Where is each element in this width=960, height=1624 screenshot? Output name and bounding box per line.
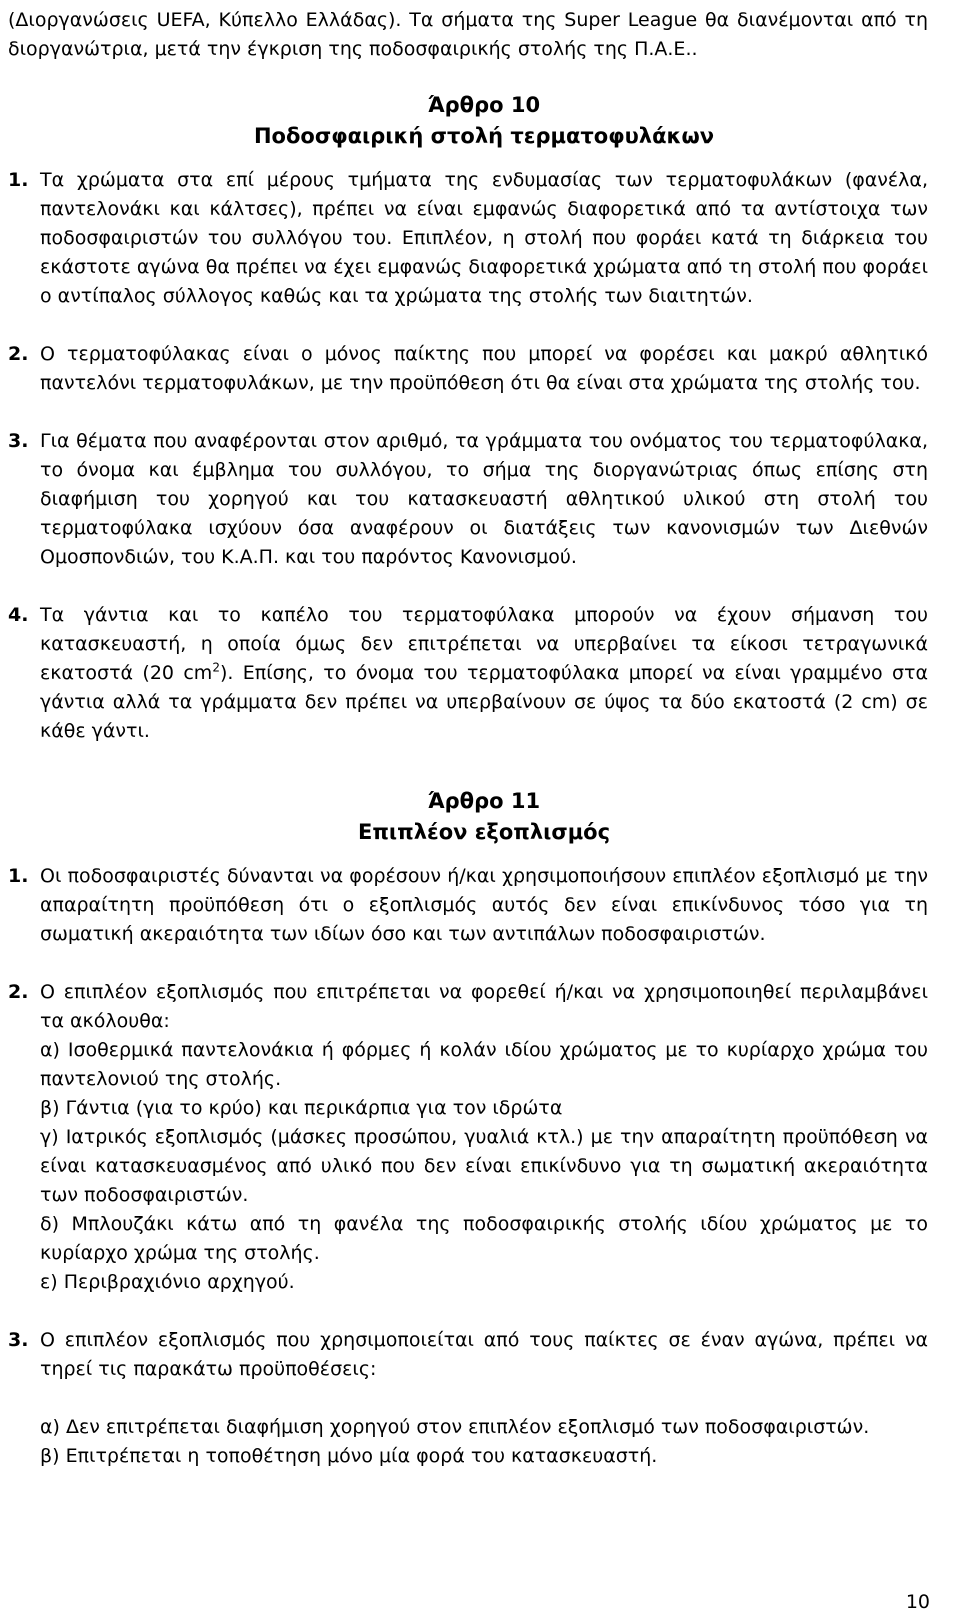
article-11-item-2 [8, 978, 928, 1297]
item-text: Για θέματα που αναφέρονται στον αριθμό, τα γράμματα του ονόματος του τερματοφύλακα, το όνομα και έμβλημα του συλλόγου, το σήμα της διοργανώτριας όπως επίσης στη διαφήμιση του χορηγού και του κατασκευαστή αθλητικού υλικού στη στολή του τερματοφύλακα ισχύουν όσα αναφέρουν οι διατάξεις των κανονισμών των Διεθνών Ομοσπονδιών, του Κ.Α.Π. και του παρόντος Κανονισμού. [40, 430, 928, 568]
item-text: Τα χρώματα στα επί μέρους τμήματα της ενδυμασίας των τερματοφυλάκων (φανέλα, παντελονάκι και κάλτσες), πρέπει να είναι εμφανώς διαφορετικά από τα αντίστοιχα των ποδοσφαιριστών του συλλόγου του. Επιπλέον, η στολή που φοράει κατά τη διάρκεια του εκάστοτε αγώνα θα πρέπει να έχει εμφανώς διαφορετικά χρώματα από τη στολή που φοράει ο αντίπαλος σύλλογος καθώς και τα χρώματα της στολής των διαιτητών. [40, 169, 928, 307]
sub-item-c: γ) Ιατρικός εξοπλισμός (μάσκες προσώπου, γυαλιά κτλ.) με την απαραίτητη προϋπόθεση να είναι κατασκευασμένος από υλικό που δεν είναι επικίνδυνο για τη σωματική ακεραιότητα των ποδοσφαιριστών. [40, 1126, 928, 1206]
item-text [40, 601, 928, 746]
document-page [8, 0, 929, 1471]
article-10-title: Ποδοσφαιρική στολή τερματοφυλάκων [253, 124, 714, 148]
sub-item-a: α) Δεν επιτρέπεται διαφήμιση χορηγού στον επιπλέον εξοπλισμό των ποδοσφαιριστών. [40, 1416, 870, 1438]
item-number: 1. [8, 169, 29, 191]
item-number: 3. [8, 430, 29, 452]
sub-item-b: β) Γάντια (για το κρύο) και περικάρπια για τον ιδρώτα [40, 1097, 563, 1119]
item-text: Ο τερματοφύλακας είναι ο μόνος παίκτης που μπορεί να φορέσει και μακρύ αθλητικό παντελόνι τερματοφυλάκων, με την προϋπόθεση ότι θα είναι στα χρώματα της στολής του. [40, 343, 928, 394]
sub-item-e: ε) Περιβραχιόνιο αρχηγού. [40, 1271, 295, 1293]
article-11-item-3 [8, 1326, 928, 1471]
item-text-part-2: ). Επίσης, το όνομα του τερματοφύλακα μπορεί να είναι γραμμένο στα γάντια αλλά τα γράμματα δεν πρέπει να υπερβαίνουν σε ύψος τα δύο εκατοστά (2 cm) σε κάθε γάντι. [40, 662, 929, 742]
sub-item-b: β) Επιτρέπεται η τοποθέτηση μόνο μία φορά του κατασκευαστή. [40, 1445, 658, 1467]
item-number: 2. [8, 343, 29, 365]
item-number: 1. [8, 865, 29, 887]
article-11-item-1 [8, 862, 928, 949]
article-11-title: Επιπλέον εξοπλισμός [357, 820, 611, 844]
article-10-item-1 [8, 166, 928, 311]
item-number: 2. [8, 981, 29, 1003]
sub-item-a: α) Ισοθερμικά παντελονάκια ή φόρμες ή κολάν ιδίου χρώματος με το κυρίαρχο χρώμα του παντελονιού της στολής. [40, 1039, 928, 1090]
item-number: 3. [8, 1329, 29, 1351]
article-10-item-2 [8, 340, 928, 398]
page-number: 10 [905, 1591, 930, 1613]
item-text: Οι ποδοσφαιριστές δύνανται να φορέσουν ή/και χρησιμοποιήσουν επιπλέον εξοπλισμό με την απαραίτητη προϋπόθεση ότι ο εξοπλισμός αυτός δεν είναι επικίνδυνος τόσο για τη σωματική ακεραιότητα των ιδίων όσο και των αντιπάλων ποδοσφαιριστών. [40, 865, 928, 945]
article-10-number: Άρθρο 10 [427, 93, 541, 117]
item-lead: Ο επιπλέον εξοπλισμός που χρησιμοποιείται από τους παίκτες σε έναν αγώνα, πρέπει να τηρεί τις παρακάτω προϋποθέσεις: [40, 1329, 928, 1380]
superscript: 2 [212, 660, 220, 675]
sub-item-d: δ) Μπλουζάκι κάτω από τη φανέλα της ποδοσφαιρικής στολής ιδίου χρώματος με το κυρίαρχο χρώμα της στολής. [40, 1213, 928, 1264]
item-text-part-1: Τα γάντια και το καπέλο του τερματοφύλακα μπορούν να έχουν σήμανση του κατασκευαστή, η οποία όμως δεν επιτρέπεται να υπερβαίνει τα είκοσι τετραγωνικά εκατοστά (20 cm [40, 604, 928, 684]
article-10-item-4 [8, 601, 929, 746]
item-lead: Ο επιπλέον εξοπλισμός που επιτρέπεται να φορεθεί ή/και να χρησιμοποιηθεί περιλαμβάνει τα ακόλουθα: [40, 981, 928, 1032]
article-11-number: Άρθρο 11 [427, 789, 541, 813]
item-number: 4. [8, 604, 29, 626]
intro-paragraph: (Διοργανώσεις UEFA, Κύπελλο Ελλάδας). Τα σήματα της Super League θα διανέμονται από τη διοργανώτρια, μετά την έγκριση της ποδοσφαιρικής στολής της Π.Α.Ε.. [8, 9, 928, 60]
article-10-item-3 [8, 427, 928, 572]
